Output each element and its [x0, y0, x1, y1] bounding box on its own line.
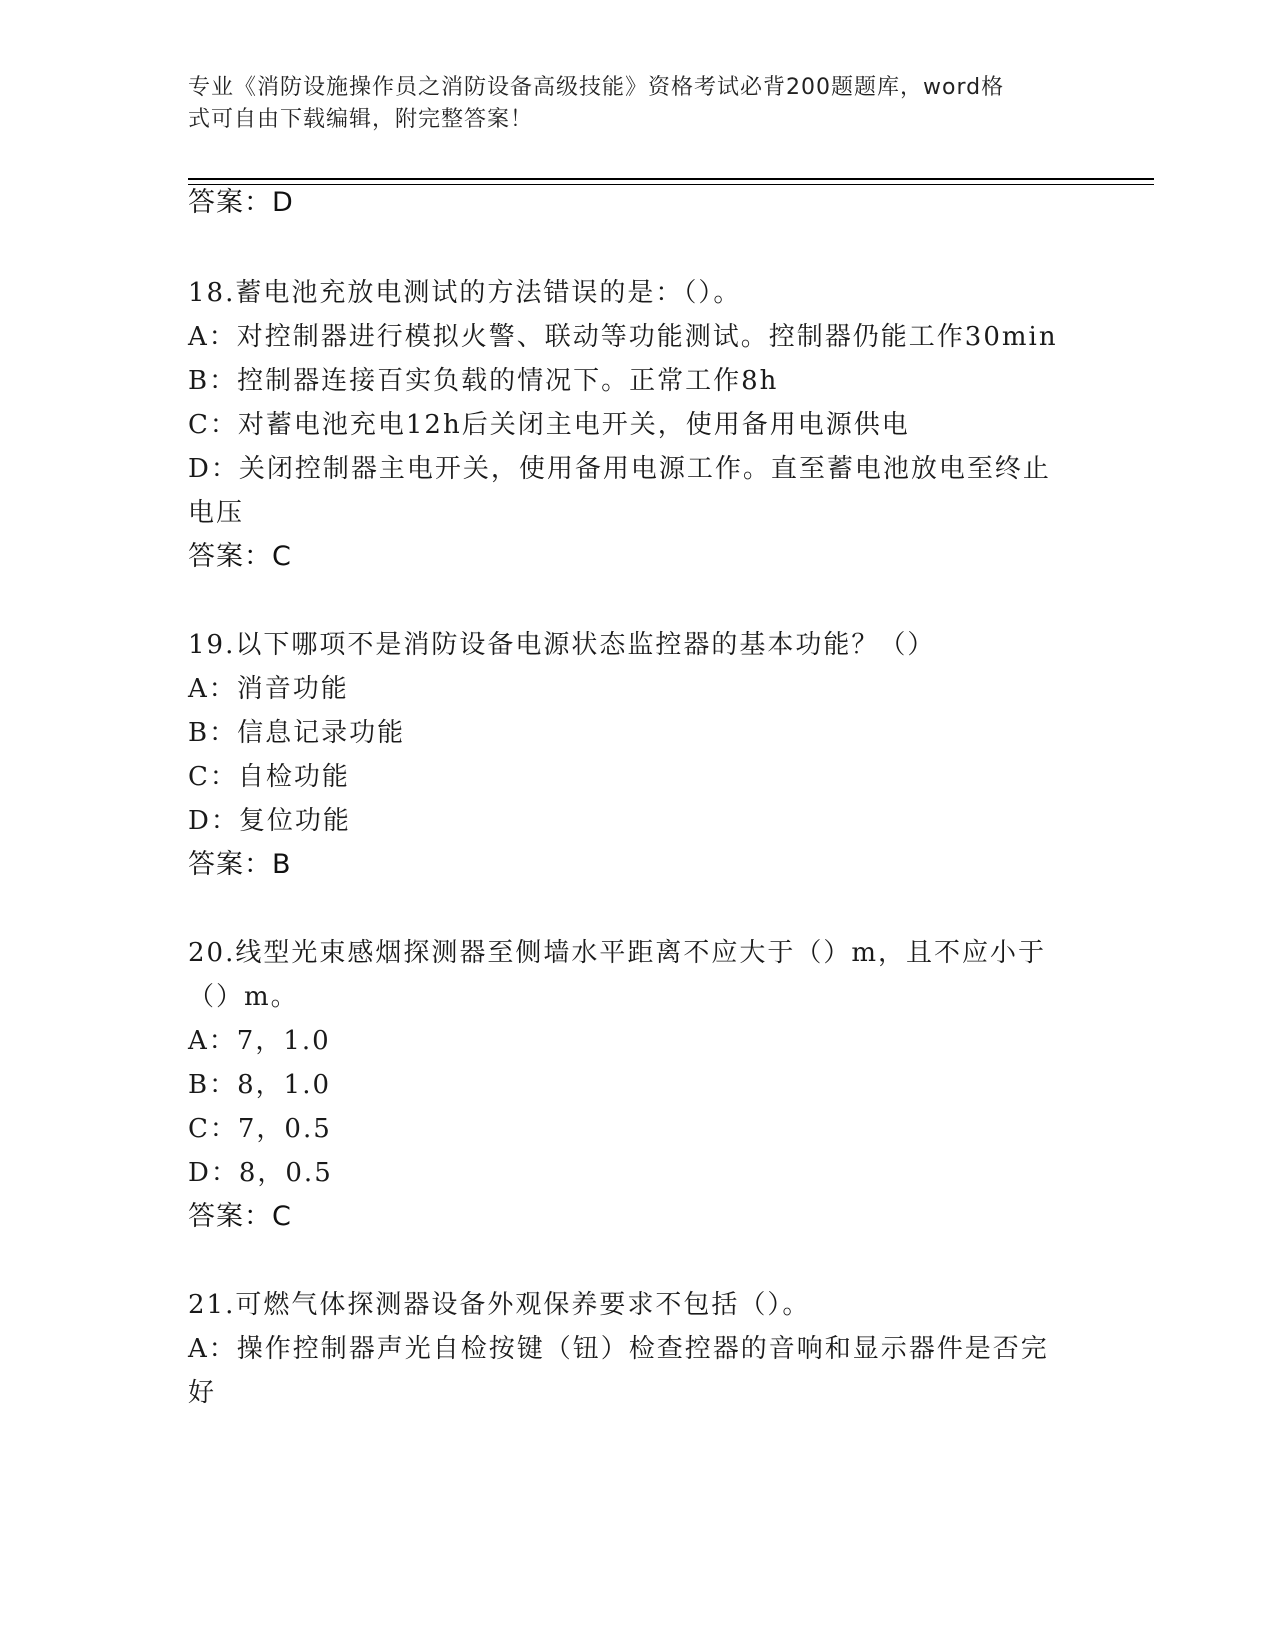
- header-line-2: 式可自由下载编辑，附完整答案！: [188, 107, 534, 132]
- question-19-option-b: B：信息记录功能: [188, 718, 406, 748]
- question-21-option-a: A：操作控制器声光自检按键（钮）检查控器的音响和显示器件是否完: [188, 1334, 1049, 1364]
- question-19-option-d: D：复位功能: [188, 806, 351, 836]
- question-18-option-d: D：关闭控制器主电开关，使用备用电源工作。直至蓄电池放电至终止: [188, 454, 1051, 484]
- question-20-option-d: D：8，0.5: [188, 1158, 333, 1188]
- answer-previous: 答案：D: [188, 187, 294, 218]
- question-18-stem: 18.蓄电池充放电测试的方法错误的是：（）。: [188, 278, 742, 308]
- question-18-option-b: B：控制器连接百实负载的情况下。正常工作8h: [188, 366, 779, 396]
- document-header: [188, 72, 1068, 136]
- question-21-stem: 21.可燃气体探测器设备外观保养要求不包括（）。: [188, 1290, 811, 1320]
- question-20-stem: 20.线型光束感烟探测器至侧墙水平距离不应大于（）m，且不应小于: [188, 938, 1047, 968]
- question-19-stem: 19.以下哪项不是消防设备电源状态监控器的基本功能？（）: [188, 630, 936, 660]
- question-20-option-c: C：7，0.5: [188, 1114, 332, 1144]
- question-18-answer: 答案：C: [188, 541, 292, 572]
- question-20-answer: 答案：C: [188, 1201, 292, 1232]
- header-line-1: 专业《消防设施操作员之消防设备高级技能》资格考试必背200题题库，word格: [188, 75, 1005, 100]
- question-20-option-b: B：8，1.0: [188, 1070, 331, 1100]
- question-19-option-c: C：自检功能: [188, 762, 350, 792]
- question-18-option-d-cont: 电压: [188, 498, 245, 528]
- question-18-option-a: A：对控制器进行模拟火警、联动等功能测试。控制器仍能工作30min: [188, 322, 1058, 352]
- question-19-answer: 答案：B: [188, 849, 292, 880]
- question-19-option-a: A：消音功能: [188, 674, 349, 704]
- header-divider-thick: [188, 178, 1154, 180]
- question-20-stem-cont: （）m。: [188, 982, 299, 1012]
- question-18-option-c: C：对蓄电池充电12h后关闭主电开关，使用备用电源供电: [188, 410, 910, 440]
- question-21-option-a-cont: 好: [188, 1378, 217, 1408]
- question-20-option-a: A：7，1.0: [188, 1026, 331, 1056]
- header-divider-thin: [188, 184, 1154, 185]
